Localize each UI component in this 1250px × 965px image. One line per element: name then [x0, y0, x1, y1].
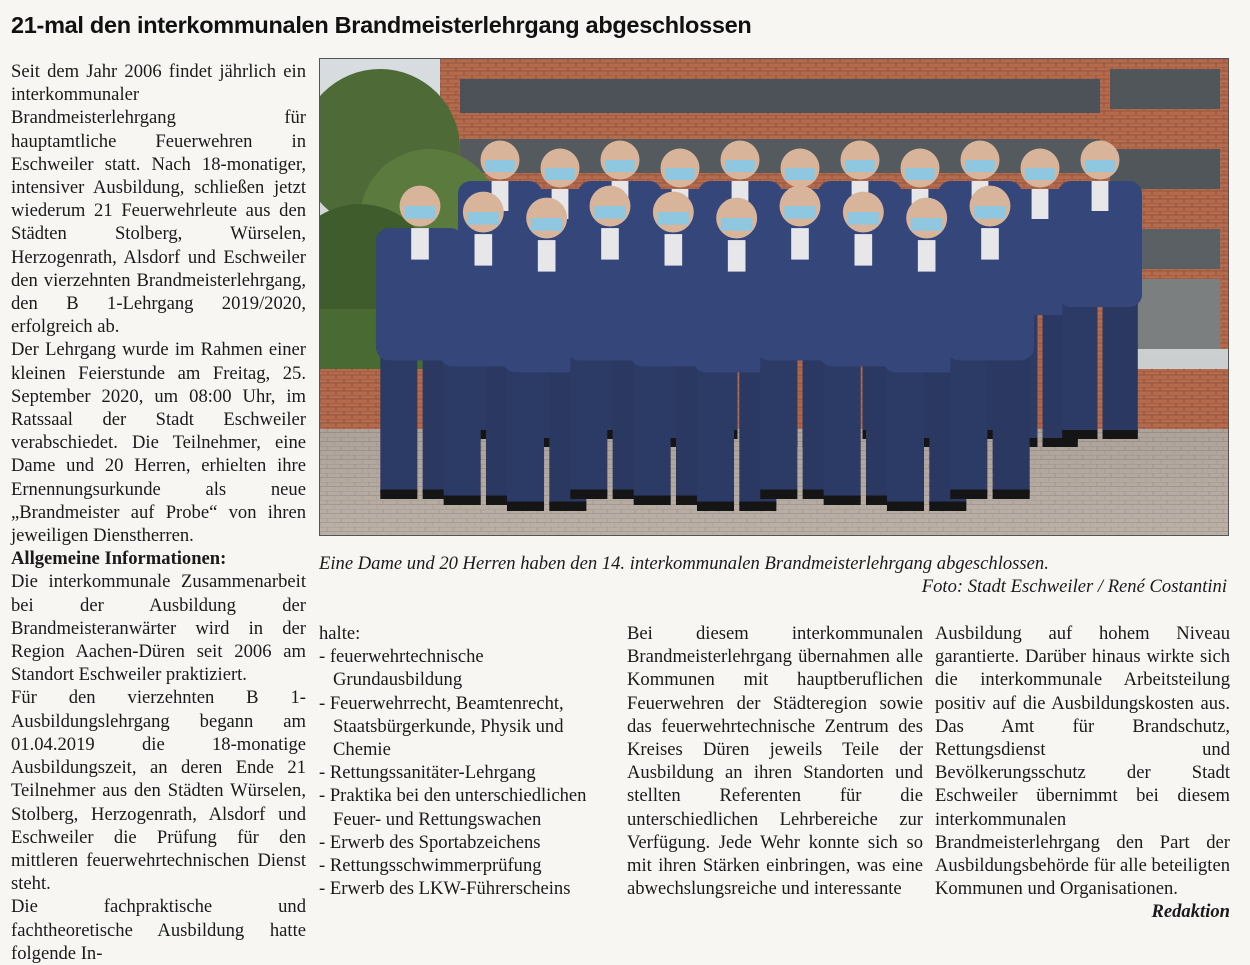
article-headline: 21-mal den interkommunalen Brandmeisterlehrgang abgeschlossen	[11, 12, 752, 38]
text-column-1	[11, 60, 306, 965]
list-item: - Rettungssanitäter-Lehrgang	[319, 762, 536, 784]
photo-credit: Foto: Stadt Eschweiler / René Costantini	[921, 576, 1227, 597]
info-paragraph: Für den vierzehnten B 1-Ausbildungslehrgang begann am 01.04.2019 die 18-monatige Ausbildungszeit, an deren Ende 21 Teilnehmer aus den Städten Würselen, Stolberg, Herzogenrath, Alsdorf und Eschweiler die Prüfung für den mittleren feuerwehrtechnischen Dienst steht.	[11, 687, 306, 895]
list-item: - Praktika bei den unterschiedlichen Feuer- und Rettungswachen	[319, 785, 587, 830]
list-item: - Feuerwehrrecht, Beamtenrecht, Staatsbürgerkunde, Physik und Chemie	[319, 692, 564, 761]
photo-caption	[319, 552, 1227, 598]
text-column-4	[935, 622, 1230, 924]
text-column-2	[319, 622, 615, 900]
ceremony-paragraph: Der Lehrgang wurde im Rahmen einer kleinen Feierstunde am Freitag, 25. September 2020, um 08:00 Uhr, im Ratssaal der Stadt Eschweiler verabschiedet. Die Teilnehmer, eine Dame und 20 Herren, erhielten ihre Ernennungsurkunde als neue „Brandmeister auf Probe“ von ihren jeweiligen Dienstherren.	[11, 339, 306, 547]
group-photo-illustration	[320, 59, 1228, 535]
group-photo	[319, 58, 1229, 536]
signature: Redaktion	[1151, 901, 1230, 923]
body-paragraph: Ausbildung auf hohem Niveau garantierte. Darüber hinaus wirkte sich die interkommunale Arbeitsteilung positiv auf die Ausbildungskosten aus. Das Amt für Brandschutz, Rettungsdienst und Bevölkerungsschutz der Stadt Eschweiler übernimmt bei diesem interkommunalen Brandmeisterlehrgang den Part der Ausbildungsbehörde für alle beteiligten Kommunen und Organisationen.	[935, 623, 1230, 900]
text-column-3	[627, 622, 923, 900]
info-subheading: Allgemeine Informationen:	[11, 548, 227, 570]
list-intro: halte:	[319, 623, 361, 644]
intro-paragraph: Seit dem Jahr 2006 findet jährlich ein interkommunaler Brandmeisterlehrgang für hauptamtliche Feuerwehren in Eschweiler statt. Nach 18-monatiger, intensiver Ausbildung, schließen jetzt wiederum 21 Feuerwehrleute aus den Städten Stolberg, Würselen, Herzogenrath, Alsdorf und Eschweiler den vierzehnten Brandmeisterlehrgang, den B 1-Lehrgang 2019/2020, erfolgreich ab.	[11, 61, 306, 338]
info-paragraph: Die fachpraktische und fachtheoretische Ausbildung hatte folgende In-	[11, 896, 306, 964]
list-item: - Rettungsschwimmerprüfung	[319, 855, 542, 877]
training-contents-list	[319, 645, 615, 900]
list-item: - Erwerb des Sportabzeichens	[319, 831, 541, 853]
list-item: - Erwerb des LKW-Führerscheins	[319, 878, 571, 900]
info-paragraph: Die interkommunale Zusammenarbeit bei der Ausbildung der Brandmeisteranwärter wird in der Region Aachen-Düren seit 2006 am Standort Eschweiler praktiziert.	[11, 571, 306, 686]
body-paragraph: Bei diesem interkommunalen Brandmeisterlehrgang übernahmen alle Kommunen mit hauptberuflichen Feuerwehren der Städteregion sowie das feuerwehrtechnische Zentrum des Kreises Düren jeweils Teile der Ausbildung an ihren Standorten und stellten Referenten für die unterschiedlichen Lehrbereiche zur Verfügung. Jede Wehr konnte sich so mit ihren Stärken einbringen, was eine abwechslungsreiche und interessante	[627, 623, 923, 900]
caption-text: Eine Dame und 20 Herren haben den 14. interkommunalen Brandmeisterlehrgang abgeschlossen.	[319, 553, 1049, 574]
list-item: - feuerwehrtechnische Grundausbildung	[319, 646, 484, 691]
group-of-firefighters	[376, 141, 1142, 512]
